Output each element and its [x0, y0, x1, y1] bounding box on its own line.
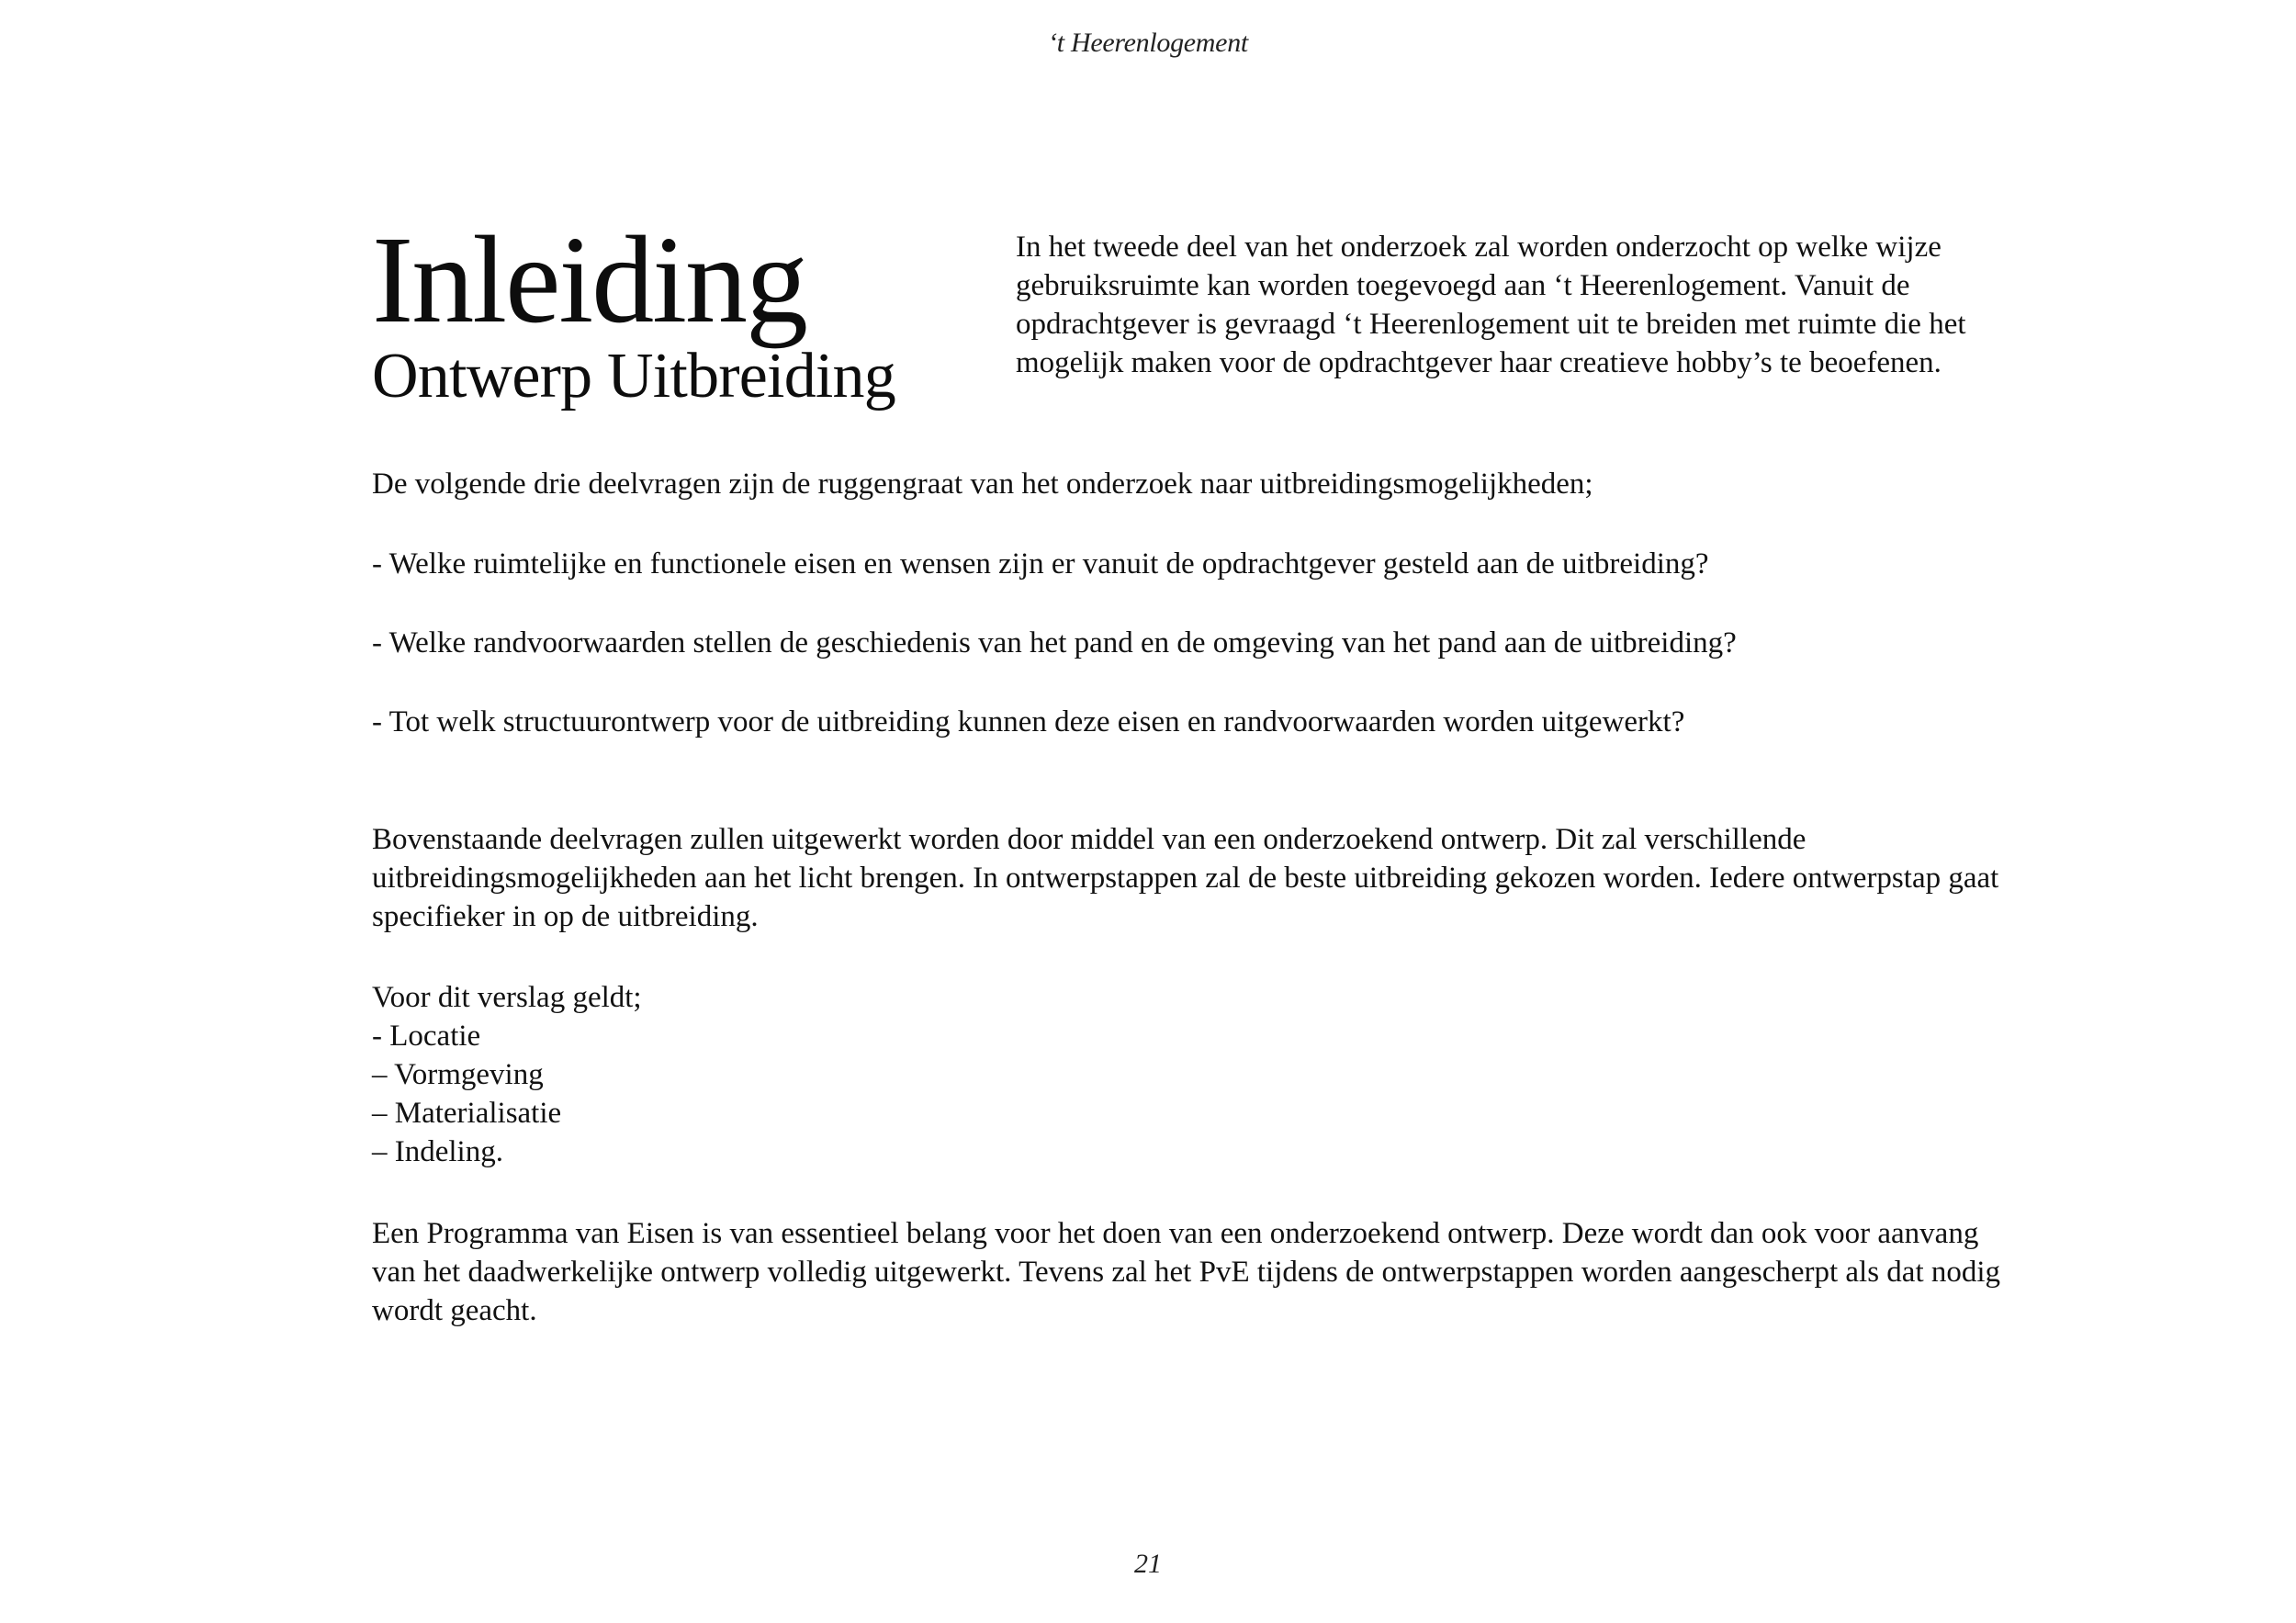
- research-question-3: - Tot welk structuurontwerp voor de uitbreiding kunnen deze eisen en randvoorwaarden worden uitgewerkt?: [372, 705, 1685, 738]
- list-item: – Vormgeving: [372, 1058, 544, 1091]
- intro-paragraph: In het tweede deel van het onderzoek zal worden onderzocht op welke wijze gebruiksruimte kan worden toegevoegd aan ‘t Heerenlogement. Vanuit de opdrachtgever is gevraagd ‘t Heerenlogement uit te breiden met ruimte die het mogelijk maken voor de opdrachtgever haar creatieve hobby’s te beoefenen.: [1016, 231, 1966, 379]
- pve-paragraph: Een Programma van Eisen is van essentieel belang voor het doen van een onderzoekend ontwerp. Deze wordt dan ook voor aanvang van het daadwerkelijke ontwerp volledig uitgewerkt. Tevens zal het PvE tijdens de ontwerpstappen worden aangescherpt als dat nodig wordt geacht.: [372, 1217, 2001, 1327]
- list-item: – Materialisatie: [372, 1097, 562, 1130]
- page-number: 21: [1134, 1549, 1162, 1579]
- page-title: Inleiding: [372, 211, 807, 349]
- title-block: [372, 211, 895, 413]
- research-question-2: - Welke randvoorwaarden stellen de geschiedenis van het pand en de omgeving van het pand aan de uitbreiding?: [372, 626, 1737, 659]
- research-question-1: - Welke ruimtelijke en functionele eisen en wensen zijn er vanuit de opdrachtgever gesteld aan de uitbreiding?: [372, 547, 1709, 580]
- running-header: ‘t Heerenlogement: [1048, 28, 1248, 58]
- report-scope-intro: Voor dit verslag geldt;: [372, 981, 642, 1014]
- list-item: - Locatie: [372, 1020, 481, 1053]
- report-scope-list: [372, 978, 2007, 1171]
- page-subtitle: Ontwerp Uitbreiding: [372, 341, 895, 411]
- method-paragraph: Bovenstaande deelvragen zullen uitgewerkt worden door middel van een onderzoekend ontwerp. Dit zal verschillende uitbreidingsmogelijkheden aan het licht brengen. In ontwerpstappen zal de beste uitbreiding gekozen worden. Iedere ontwerpstap gaat specifieker in op de uitbreiding.: [372, 823, 1999, 933]
- lead-paragraph: De volgende drie deelvragen zijn de ruggengraat van het onderzoek naar uitbreidingsmogelijkheden;: [372, 468, 1593, 501]
- list-item: – Indeling.: [372, 1135, 503, 1168]
